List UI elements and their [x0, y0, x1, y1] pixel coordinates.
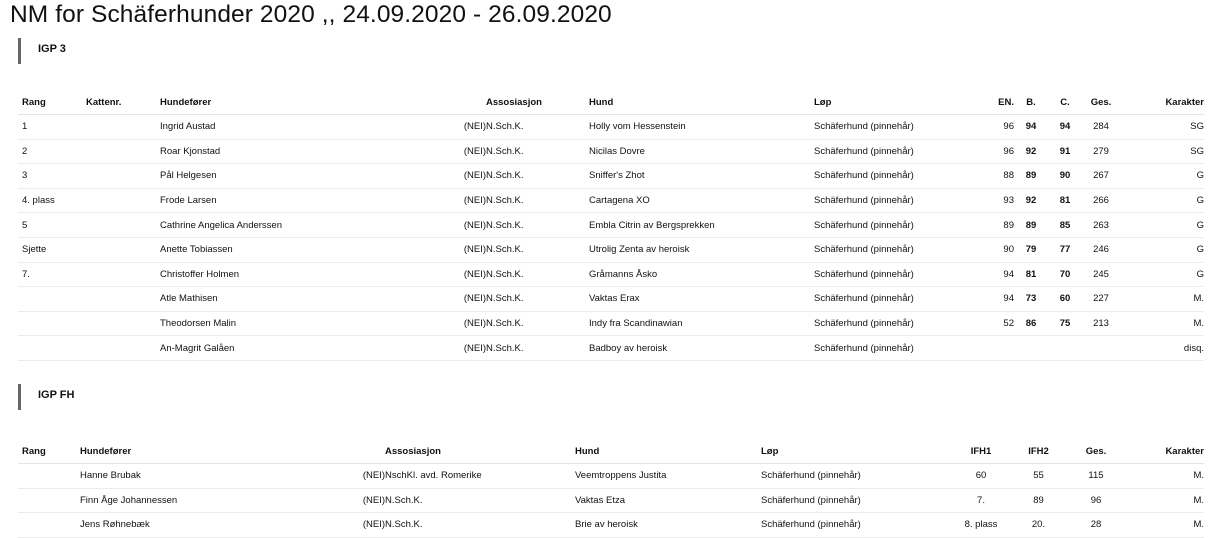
- table-row: [18, 237, 1204, 262]
- cell-hundeforer: Frode Larsen: [160, 188, 440, 213]
- cell-ges: 267: [1082, 164, 1120, 189]
- cell-kattenr: [86, 237, 160, 262]
- col-hund: Hund: [589, 90, 814, 115]
- table-row: [18, 336, 1204, 361]
- cell-hundeforer: Anette Tobiassen: [160, 237, 440, 262]
- cell-nei: (NEI): [330, 488, 385, 513]
- cell-hund: Brie av heroisk: [575, 513, 761, 538]
- cell-rang: 4. plass: [18, 188, 86, 213]
- table-row: [18, 464, 1204, 489]
- table-row: [18, 311, 1204, 336]
- col-lop: Løp: [761, 439, 951, 464]
- col-karakter: Karakter: [1126, 439, 1204, 464]
- igp3-results-table: [18, 90, 1204, 361]
- cell-assosiasjon: NschKl. avd. Romerike: [385, 464, 575, 489]
- table-row: [18, 115, 1204, 140]
- cell-karakter: SG: [1120, 115, 1204, 140]
- table-row: [18, 262, 1204, 287]
- cell-c: 70: [1048, 262, 1082, 287]
- cell-assosiasjon: N.Sch.K.: [385, 488, 575, 513]
- cell-c: 60: [1048, 287, 1082, 312]
- cell-rang: [18, 311, 86, 336]
- col-en: EN.: [984, 90, 1014, 115]
- cell-kattenr: [86, 164, 160, 189]
- cell-hund: Badboy av heroisk: [589, 336, 814, 361]
- cell-lop: Schäferhund (pinnehår): [814, 139, 984, 164]
- cell-karakter: M.: [1126, 513, 1204, 538]
- col-c: C.: [1048, 90, 1082, 115]
- cell-c: [1048, 336, 1082, 361]
- cell-assosiasjon: N.Sch.K.: [385, 513, 575, 538]
- cell-rang: 7.: [18, 262, 86, 287]
- cell-lop: Schäferhund (pinnehår): [814, 262, 984, 287]
- cell-b: 73: [1014, 287, 1048, 312]
- cell-ges: 246: [1082, 237, 1120, 262]
- cell-karakter: G: [1120, 213, 1204, 238]
- col-blank: [440, 90, 486, 115]
- cell-karakter: G: [1120, 164, 1204, 189]
- cell-assosiasjon: N.Sch.K.: [486, 336, 589, 361]
- cell-assosiasjon: N.Sch.K.: [486, 115, 589, 140]
- cell-karakter: M.: [1126, 464, 1204, 489]
- cell-nei: (NEI): [440, 139, 486, 164]
- section-igp3-heading: [18, 38, 66, 64]
- col-ges: Ges.: [1082, 90, 1120, 115]
- cell-rang: 5: [18, 213, 86, 238]
- cell-ges: 266: [1082, 188, 1120, 213]
- cell-lop: Schäferhund (pinnehår): [761, 488, 951, 513]
- cell-hund: Gråmanns Åsko: [589, 262, 814, 287]
- cell-hundeforer: Hanne Brubak: [80, 464, 330, 489]
- cell-ges: 28: [1066, 513, 1126, 538]
- cell-nei: (NEI): [440, 164, 486, 189]
- cell-rang: 3: [18, 164, 86, 189]
- cell-hundeforer: Theodorsen Malin: [160, 311, 440, 336]
- cell-ges: 213: [1082, 311, 1120, 336]
- cell-en: 94: [984, 287, 1014, 312]
- cell-lop: Schäferhund (pinnehår): [814, 188, 984, 213]
- table-row: [18, 488, 1204, 513]
- cell-hundeforer: Cathrine Angelica Anderssen: [160, 213, 440, 238]
- cell-c: 75: [1048, 311, 1082, 336]
- table-row: [18, 213, 1204, 238]
- cell-nei: (NEI): [440, 262, 486, 287]
- cell-nei: (NEI): [330, 513, 385, 538]
- cell-karakter: G: [1120, 262, 1204, 287]
- cell-kattenr: [86, 311, 160, 336]
- cell-nei: (NEI): [440, 115, 486, 140]
- cell-assosiasjon: N.Sch.K.: [486, 311, 589, 336]
- col-ges: Ges.: [1066, 439, 1126, 464]
- cell-karakter: M.: [1120, 311, 1204, 336]
- cell-en: 89: [984, 213, 1014, 238]
- cell-c: 91: [1048, 139, 1082, 164]
- cell-hundeforer: Atle Mathisen: [160, 287, 440, 312]
- cell-rang: [18, 488, 80, 513]
- cell-kattenr: [86, 336, 160, 361]
- table-row: [18, 513, 1204, 538]
- cell-b: 79: [1014, 237, 1048, 262]
- cell-ifh2: 55: [1011, 464, 1066, 489]
- cell-b: 89: [1014, 164, 1048, 189]
- col-lop: Løp: [814, 90, 984, 115]
- cell-ges: 227: [1082, 287, 1120, 312]
- cell-nei: (NEI): [440, 311, 486, 336]
- cell-assosiasjon: N.Sch.K.: [486, 287, 589, 312]
- cell-b: 92: [1014, 139, 1048, 164]
- col-rang: Rang: [18, 90, 86, 115]
- cell-en: [984, 336, 1014, 361]
- cell-ifh2: 20.: [1011, 513, 1066, 538]
- col-karakter: Karakter: [1120, 90, 1204, 115]
- section-igpfh-heading: [18, 384, 75, 410]
- cell-ges: 279: [1082, 139, 1120, 164]
- cell-kattenr: [86, 213, 160, 238]
- cell-hundeforer: Roar Kjonstad: [160, 139, 440, 164]
- cell-hundeforer: An-Magrit Galåen: [160, 336, 440, 361]
- cell-c: 94: [1048, 115, 1082, 140]
- cell-lop: Schäferhund (pinnehår): [814, 336, 984, 361]
- cell-c: 85: [1048, 213, 1082, 238]
- cell-assosiasjon: N.Sch.K.: [486, 237, 589, 262]
- cell-rang: [18, 464, 80, 489]
- cell-nei: (NEI): [330, 464, 385, 489]
- cell-ges: 115: [1066, 464, 1126, 489]
- table-row: [18, 188, 1204, 213]
- cell-hundeforer: Christoffer Holmen: [160, 262, 440, 287]
- cell-karakter: G: [1120, 188, 1204, 213]
- cell-hundeforer: Jens Røhnebæk: [80, 513, 330, 538]
- cell-rang: 1: [18, 115, 86, 140]
- cell-lop: Schäferhund (pinnehår): [814, 311, 984, 336]
- cell-ges: 245: [1082, 262, 1120, 287]
- igpfh-header-row: [18, 439, 1204, 464]
- table-row: [18, 164, 1204, 189]
- igp3-header-row: [18, 90, 1204, 115]
- cell-b: [1014, 336, 1048, 361]
- cell-c: 90: [1048, 164, 1082, 189]
- cell-en: 88: [984, 164, 1014, 189]
- col-assosiasjon: Assosiasjon: [385, 439, 575, 464]
- cell-assosiasjon: N.Sch.K.: [486, 164, 589, 189]
- cell-ges: 96: [1066, 488, 1126, 513]
- cell-hund: Cartagena XO: [589, 188, 814, 213]
- cell-kattenr: [86, 139, 160, 164]
- cell-rang: 2: [18, 139, 86, 164]
- col-ifh2: IFH2: [1011, 439, 1066, 464]
- col-b: B.: [1014, 90, 1048, 115]
- cell-ges: [1082, 336, 1120, 361]
- cell-kattenr: [86, 287, 160, 312]
- cell-nei: (NEI): [440, 287, 486, 312]
- cell-b: 86: [1014, 311, 1048, 336]
- cell-lop: Schäferhund (pinnehår): [814, 115, 984, 140]
- cell-rang: [18, 513, 80, 538]
- cell-kattenr: [86, 262, 160, 287]
- cell-en: 94: [984, 262, 1014, 287]
- cell-c: 81: [1048, 188, 1082, 213]
- cell-karakter: disq.: [1120, 336, 1204, 361]
- cell-en: 96: [984, 139, 1014, 164]
- cell-assosiasjon: N.Sch.K.: [486, 262, 589, 287]
- cell-nei: (NEI): [440, 336, 486, 361]
- cell-hund: Nicilas Dovre: [589, 139, 814, 164]
- page-title: NM for Schäferhunder 2020 ,, 24.09.2020 - 26.09.2020: [10, 1, 612, 28]
- cell-hund: Vaktas Erax: [589, 287, 814, 312]
- col-blank: [330, 439, 385, 464]
- cell-c: 77: [1048, 237, 1082, 262]
- cell-rang: [18, 336, 86, 361]
- col-assosiasjon: Assosiasjon: [486, 90, 589, 115]
- cell-hund: Sniffer's Zhot: [589, 164, 814, 189]
- cell-hund: Indy fra Scandinawian: [589, 311, 814, 336]
- section-igp3-title: IGP 3: [38, 43, 66, 55]
- cell-hund: Embla Citrin av Bergsprekken: [589, 213, 814, 238]
- table-row: [18, 287, 1204, 312]
- cell-ifh1: 8. plass: [951, 513, 1011, 538]
- cell-en: 96: [984, 115, 1014, 140]
- cell-b: 81: [1014, 262, 1048, 287]
- cell-kattenr: [86, 115, 160, 140]
- cell-ifh2: 89: [1011, 488, 1066, 513]
- cell-en: 52: [984, 311, 1014, 336]
- cell-karakter: SG: [1120, 139, 1204, 164]
- cell-ges: 263: [1082, 213, 1120, 238]
- cell-b: 94: [1014, 115, 1048, 140]
- igpfh-results-table: [18, 439, 1204, 538]
- col-ifh1: IFH1: [951, 439, 1011, 464]
- cell-ifh1: 60: [951, 464, 1011, 489]
- col-hundeforer: Hundefører: [160, 90, 440, 115]
- cell-en: 90: [984, 237, 1014, 262]
- cell-karakter: M.: [1126, 488, 1204, 513]
- cell-hundeforer: Pål Helgesen: [160, 164, 440, 189]
- cell-hund: Holly vom Hessenstein: [589, 115, 814, 140]
- cell-ifh1: 7.: [951, 488, 1011, 513]
- cell-assosiasjon: N.Sch.K.: [486, 188, 589, 213]
- cell-nei: (NEI): [440, 237, 486, 262]
- table-row: [18, 139, 1204, 164]
- cell-ges: 284: [1082, 115, 1120, 140]
- cell-hund: Veemtroppens Justita: [575, 464, 761, 489]
- cell-b: 92: [1014, 188, 1048, 213]
- cell-hundeforer: Ingrid Austad: [160, 115, 440, 140]
- cell-lop: Schäferhund (pinnehår): [761, 464, 951, 489]
- cell-karakter: G: [1120, 237, 1204, 262]
- cell-lop: Schäferhund (pinnehår): [761, 513, 951, 538]
- cell-assosiasjon: N.Sch.K.: [486, 213, 589, 238]
- cell-hund: Utrolig Zenta av heroisk: [589, 237, 814, 262]
- cell-en: 93: [984, 188, 1014, 213]
- cell-lop: Schäferhund (pinnehår): [814, 287, 984, 312]
- cell-kattenr: [86, 188, 160, 213]
- col-rang: Rang: [18, 439, 80, 464]
- cell-karakter: M.: [1120, 287, 1204, 312]
- cell-hundeforer: Finn Åge Johannessen: [80, 488, 330, 513]
- col-kattenr: Kattenr.: [86, 90, 160, 115]
- cell-nei: (NEI): [440, 188, 486, 213]
- cell-rang: Sjette: [18, 237, 86, 262]
- col-hundeforer: Hundefører: [80, 439, 330, 464]
- cell-nei: (NEI): [440, 213, 486, 238]
- col-hund: Hund: [575, 439, 761, 464]
- cell-lop: Schäferhund (pinnehår): [814, 237, 984, 262]
- cell-lop: Schäferhund (pinnehår): [814, 213, 984, 238]
- cell-assosiasjon: N.Sch.K.: [486, 139, 589, 164]
- cell-lop: Schäferhund (pinnehår): [814, 164, 984, 189]
- section-igpfh-title: IGP FH: [38, 389, 75, 401]
- cell-rang: [18, 287, 86, 312]
- cell-hund: Vaktas Etza: [575, 488, 761, 513]
- cell-b: 89: [1014, 213, 1048, 238]
